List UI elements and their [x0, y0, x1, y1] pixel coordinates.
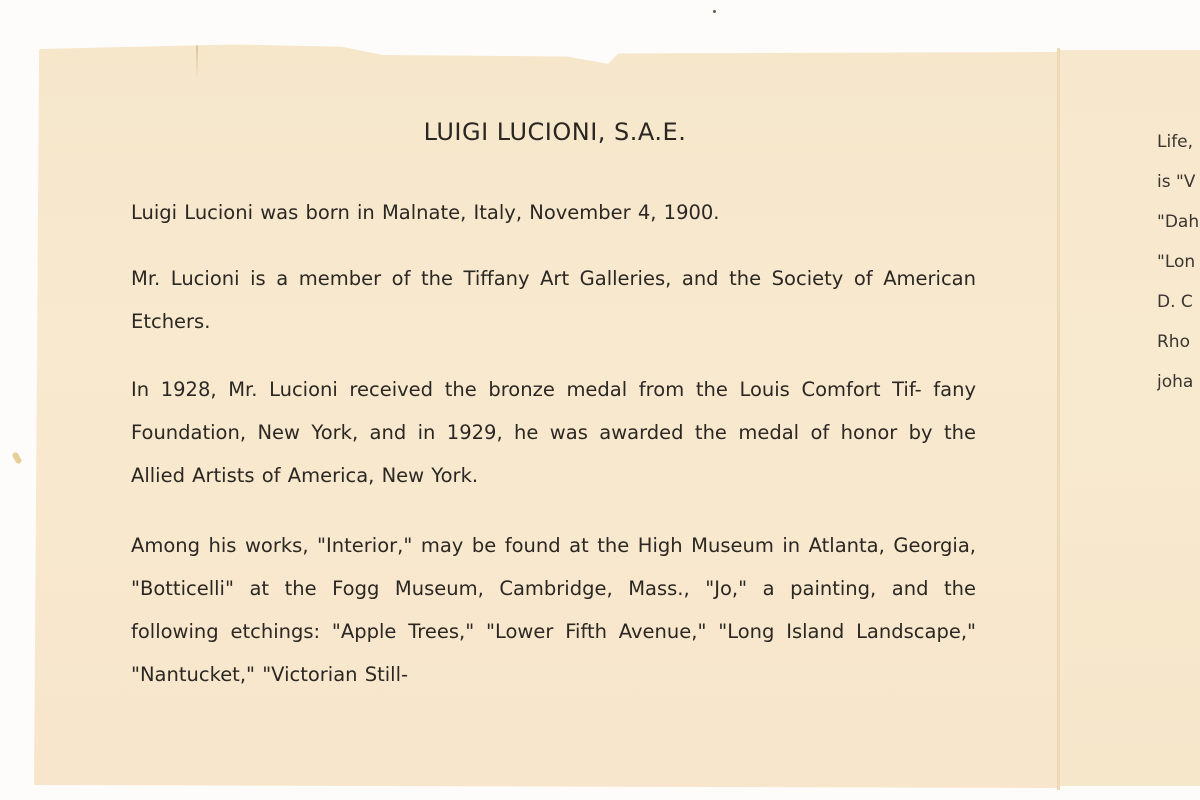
paragraph-membership: Mr. Lucioni is a member of the Tiffany Art Galleries, and the Society of American Etchers. — [131, 267, 976, 333]
paragraph-works: Among his works, "Interior," may be found at the High Museum in Atlanta, Georgia, "Botticelli" at the Fogg Museum, Cambridge, Mass., "Jo," a painting, and the following etchings: "Apple Trees," "Lower Fifth Avenue," "Long Island Landscape," "Nantucket," "Victorian Still- — [131, 534, 976, 686]
next-page-line: "Lon — [1157, 252, 1196, 272]
next-page-line: D. C — [1157, 292, 1193, 312]
next-page-text — [1157, 122, 1200, 402]
next-page-line: Life, — [1157, 132, 1194, 152]
document-title: LUIGI LUCIONI, S.A.E. — [423, 118, 687, 146]
paragraph-awards: In 1928, Mr. Lucioni received the bronze medal from the Louis Comfort Tif- fany Foundation, New York, and in 1929, he was awarded the medal of honor by the Allied Artists of America, New York. — [131, 378, 976, 487]
paragraph-birth: Luigi Lucioni was born in Malnate, Italy, November 4, 1900. — [131, 201, 720, 224]
next-page-line: joha — [1157, 372, 1194, 392]
next-page-line: "Dah — [1157, 212, 1200, 232]
next-page-line: is "V — [1157, 172, 1196, 192]
dust-speck — [713, 10, 716, 13]
paper-lint — [11, 451, 22, 464]
next-page-line: Rho — [1157, 332, 1190, 352]
